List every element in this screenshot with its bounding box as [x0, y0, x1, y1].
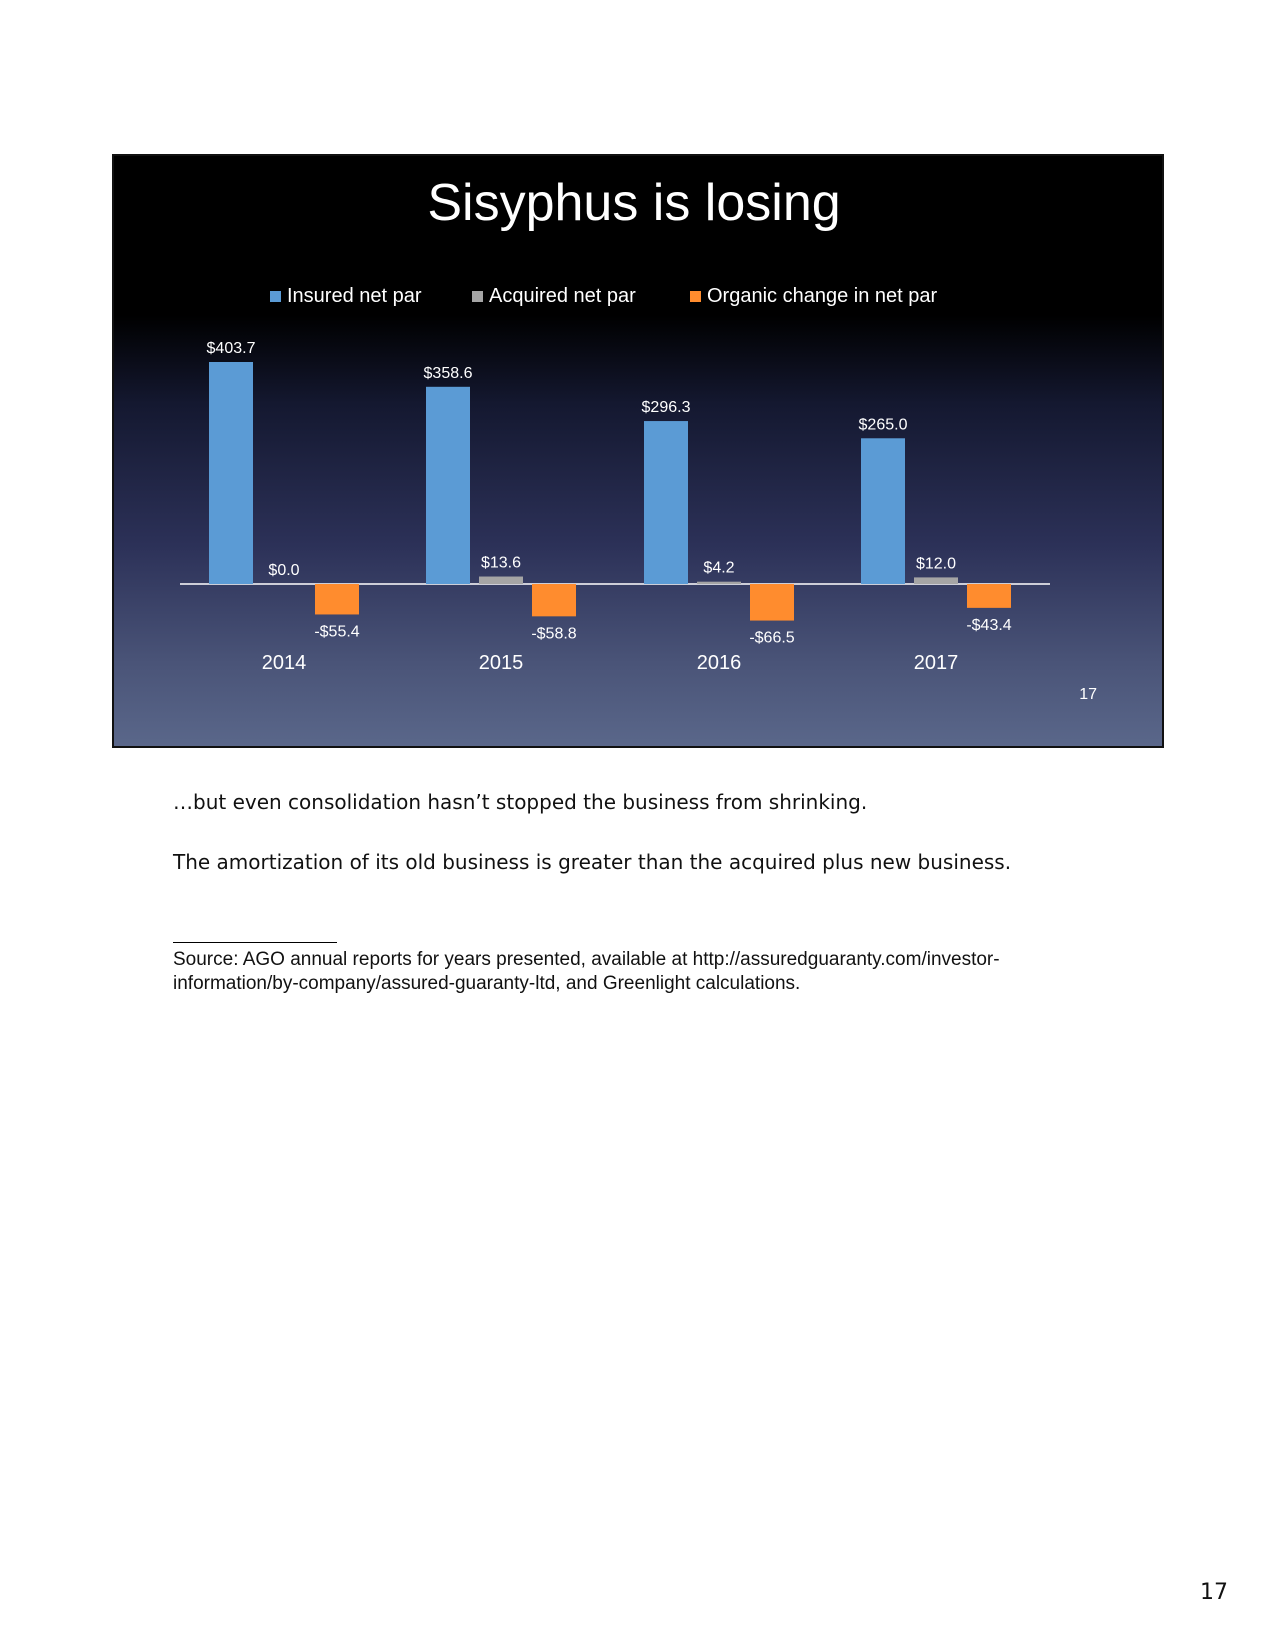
data-label-acquired-net-par-2015: $13.6: [480, 554, 522, 572]
legend-swatch-acquired-net-par: [472, 291, 483, 302]
chart-slide: [112, 154, 1164, 748]
note-line-2: The amortization of its old business is greater than the acquired plus new business.: [173, 850, 1012, 874]
data-label-acquired-net-par-2014: $0.0: [268, 562, 300, 579]
bar-organic-change-in-net-par-2014: [315, 584, 359, 614]
data-label-insured-net-par-2015: $358.6: [423, 364, 473, 382]
data-label-organic-change-in-net-par-2014: -$55.4: [314, 623, 360, 641]
legend-swatch-insured-net-par: [270, 291, 281, 302]
chart-bars: [207, 340, 1012, 647]
bar-organic-change-in-net-par-2015: [532, 584, 576, 616]
bar-insured-net-par-2014: [209, 362, 253, 584]
bar-insured-net-par-2017: [861, 438, 905, 584]
data-label-acquired-net-par-2017: $12.0: [915, 555, 957, 573]
bar-insured-net-par-2015: [426, 387, 470, 584]
source-footnote: Source: AGO annual reports for years presented, available at http://assuredguaranty.com/investor-information/by-company/assured-guaranty-ltd, and Greenlight calculations.: [173, 949, 1000, 994]
x-tick-label-2017: 2017: [913, 652, 959, 674]
data-label-organic-change-in-net-par-2017: -$43.4: [966, 616, 1012, 634]
bar-acquired-net-par-2015: [479, 577, 523, 584]
legend-label-insured-net-par: Insured net par: [287, 285, 422, 307]
page-number: 17: [1200, 1580, 1228, 1605]
x-tick-label-2016: 2016: [696, 652, 742, 674]
bar-organic-change-in-net-par-2016: [750, 584, 794, 621]
data-label-organic-change-in-net-par-2015: -$58.8: [531, 625, 577, 643]
legend-swatch-organic-change-in-net-par: [690, 291, 701, 302]
note-line-1: …but even consolidation hasn’t stopped the business from shrinking.: [173, 790, 868, 814]
x-tick-label-2014: 2014: [261, 652, 307, 674]
x-tick-label-2015: 2015: [478, 652, 524, 674]
data-label-insured-net-par-2016: $296.3: [641, 399, 691, 417]
data-label-insured-net-par-2017: $265.0: [858, 416, 908, 434]
data-label-insured-net-par-2014: $403.7: [206, 340, 256, 357]
legend-label-acquired-net-par: Acquired net par: [489, 285, 636, 307]
bar-acquired-net-par-2016: [697, 582, 741, 584]
bar-chart: [114, 156, 1162, 746]
slide-number: 17: [1079, 686, 1097, 703]
bar-acquired-net-par-2017: [914, 577, 958, 584]
chart-x-tick-labels: [262, 652, 959, 674]
chart-title: Sisyphus is losing: [427, 174, 841, 232]
data-label-acquired-net-par-2016: $4.2: [703, 559, 735, 577]
speaker-notes: [173, 790, 1103, 874]
footnote-rule: [173, 942, 337, 943]
bar-organic-change-in-net-par-2017: [967, 584, 1011, 608]
data-label-organic-change-in-net-par-2016: -$66.5: [749, 629, 795, 647]
legend-label-organic-change-in-net-par: Organic change in net par: [707, 285, 938, 307]
bar-insured-net-par-2016: [644, 421, 688, 584]
chart-legend: [270, 285, 937, 307]
